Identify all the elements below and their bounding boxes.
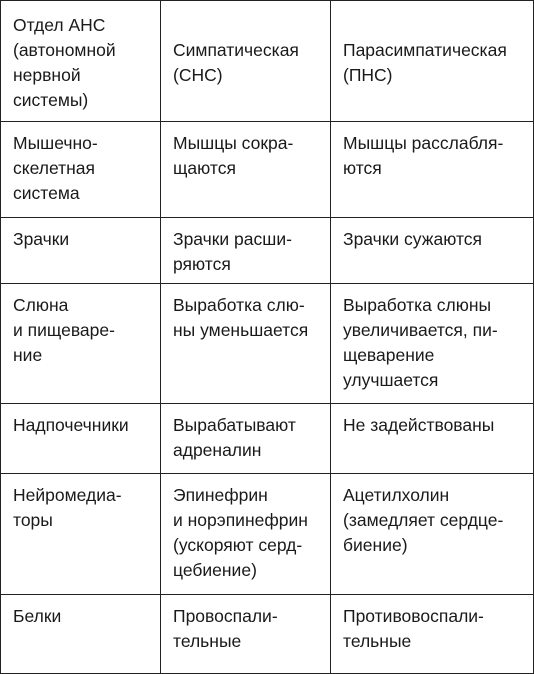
row-label: Надпочечники xyxy=(1,404,161,474)
cell-sympathetic: Зрачки расши- ряются xyxy=(161,218,331,284)
table-row xyxy=(1,404,534,474)
table-row xyxy=(1,218,534,284)
row-label: Зрачки xyxy=(1,218,161,284)
cell-parasympathetic: Противовоспали- тельные xyxy=(331,595,534,674)
cell-sympathetic: Выработка слю- ны уменьшается xyxy=(161,284,331,404)
table-row xyxy=(1,474,534,595)
cell-sympathetic: Мышцы сокра- щаются xyxy=(161,122,331,218)
row-label: Мышечно- скелетная система xyxy=(1,122,161,218)
table-row xyxy=(1,284,534,404)
table-row xyxy=(1,122,534,218)
cell-parasympathetic: Зрачки сужаются xyxy=(331,218,534,284)
row-label: Белки xyxy=(1,595,161,674)
header-sympathetic: Симпатическая (СНС) xyxy=(161,1,331,122)
cell-sympathetic: Эпинефрин и норэпинефрин (ускоряют серд- цебиение) xyxy=(161,474,331,595)
cell-sympathetic: Вырабатывают адреналин xyxy=(161,404,331,474)
cell-parasympathetic: Не задействованы xyxy=(331,404,534,474)
table-header-row xyxy=(1,1,534,122)
cell-parasympathetic: Мышцы расслабля- ются xyxy=(331,122,534,218)
cell-parasympathetic: Выработка слюны увеличивается, пи- щеварение улучшается xyxy=(331,284,534,404)
cell-parasympathetic: Ацетилхолин (замедляет сердце- биение) xyxy=(331,474,534,595)
row-label: Нейромедиа- торы xyxy=(1,474,161,595)
header-ans-division: Отдел АНС (автономной нервной системы) xyxy=(1,1,161,122)
table-row xyxy=(1,595,534,674)
cell-sympathetic: Провоспали- тельные xyxy=(161,595,331,674)
row-label: Слюна и пищеваре- ние xyxy=(1,284,161,404)
header-parasympathetic: Парасимпатическая (ПНС) xyxy=(331,1,534,122)
